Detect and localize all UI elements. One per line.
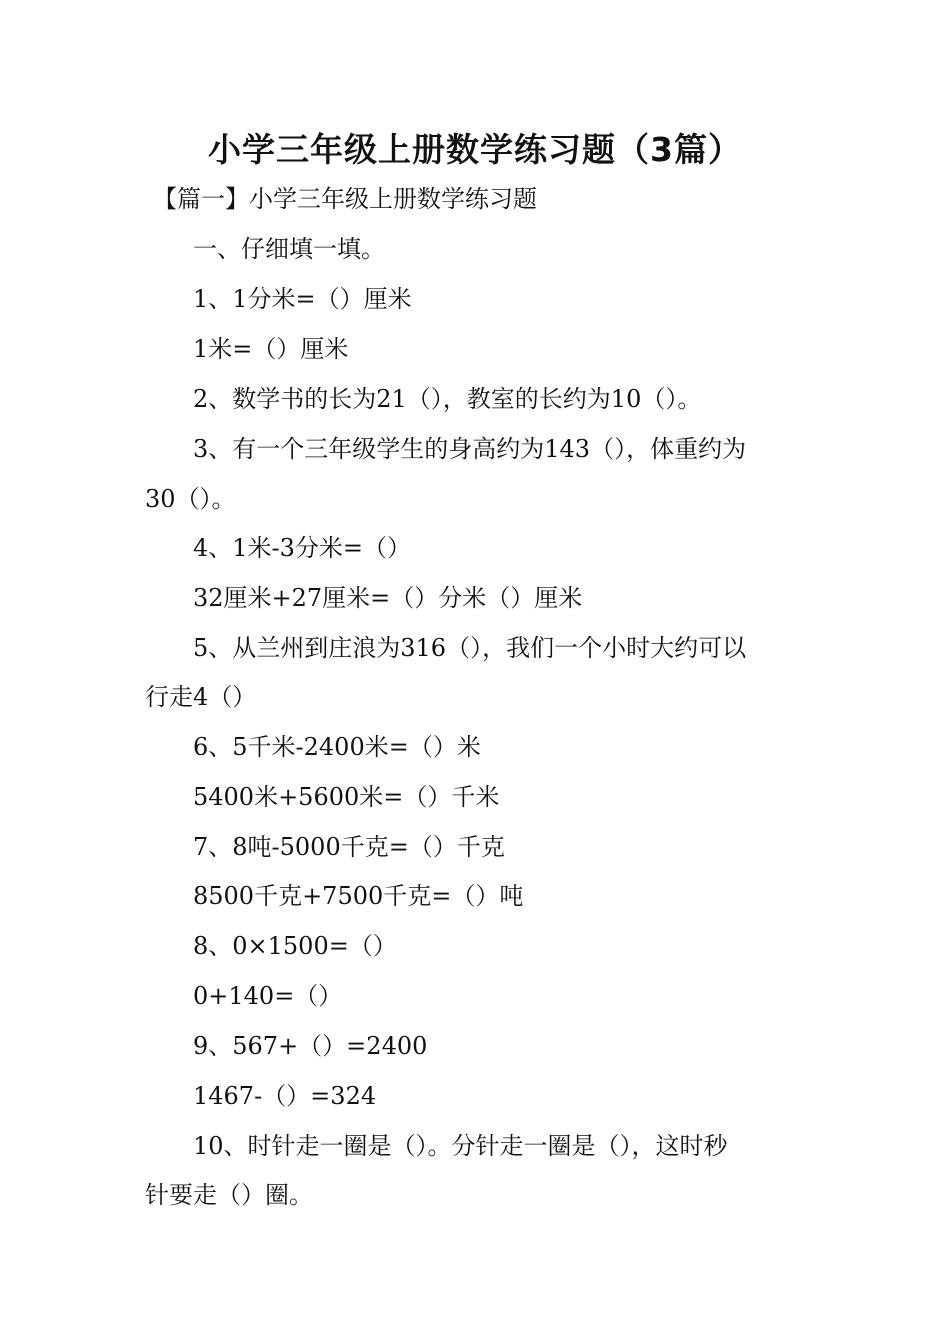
question-line-continued: 针要走（）圈。 <box>145 1181 313 1209</box>
question-line: 5、从兰州到庄浪为316（），我们一个小时大约可以 <box>193 634 747 662</box>
question-line: 5400米+5600米=（）千米 <box>193 783 500 811</box>
subtitle: 【篇一】小学三年级上册数学练习题 <box>153 185 537 213</box>
section-heading: 一、仔细填一填。 <box>193 235 385 263</box>
question-line: 8、0×1500=（） <box>193 932 397 960</box>
question-line: 6、5千米-2400米=（）米 <box>193 733 481 761</box>
question-line: 32厘米+27厘米=（）分米（）厘米 <box>193 584 583 612</box>
question-line: 3、有一个三年级学生的身高约为143（），体重约为 <box>193 435 747 463</box>
question-line: 4、1米-3分米=（） <box>193 534 412 562</box>
question-line: 8500千克+7500千克=（）吨 <box>193 882 524 910</box>
question-line: 2、数学书的长为21（），教室的长约为10（）。 <box>193 385 702 413</box>
question-line: 10、时针走一圈是（）。分针走一圈是（），这时秒 <box>193 1132 728 1160</box>
question-line-continued: 行走4（） <box>145 683 257 711</box>
question-line: 7、8吨-5000千克=（）千克 <box>193 833 505 861</box>
question-line-continued: 30（）。 <box>145 485 236 513</box>
question-line: 1、1分米=（）厘米 <box>193 285 412 313</box>
question-line: 1米=（）厘米 <box>193 335 349 363</box>
question-line: 9、567+（）=2400 <box>193 1032 428 1060</box>
document-title: 小学三年级上册数学练习题（3篇） <box>208 130 742 169</box>
question-line: 0+140=（） <box>193 982 343 1010</box>
question-line: 1467-（）=324 <box>193 1082 377 1110</box>
